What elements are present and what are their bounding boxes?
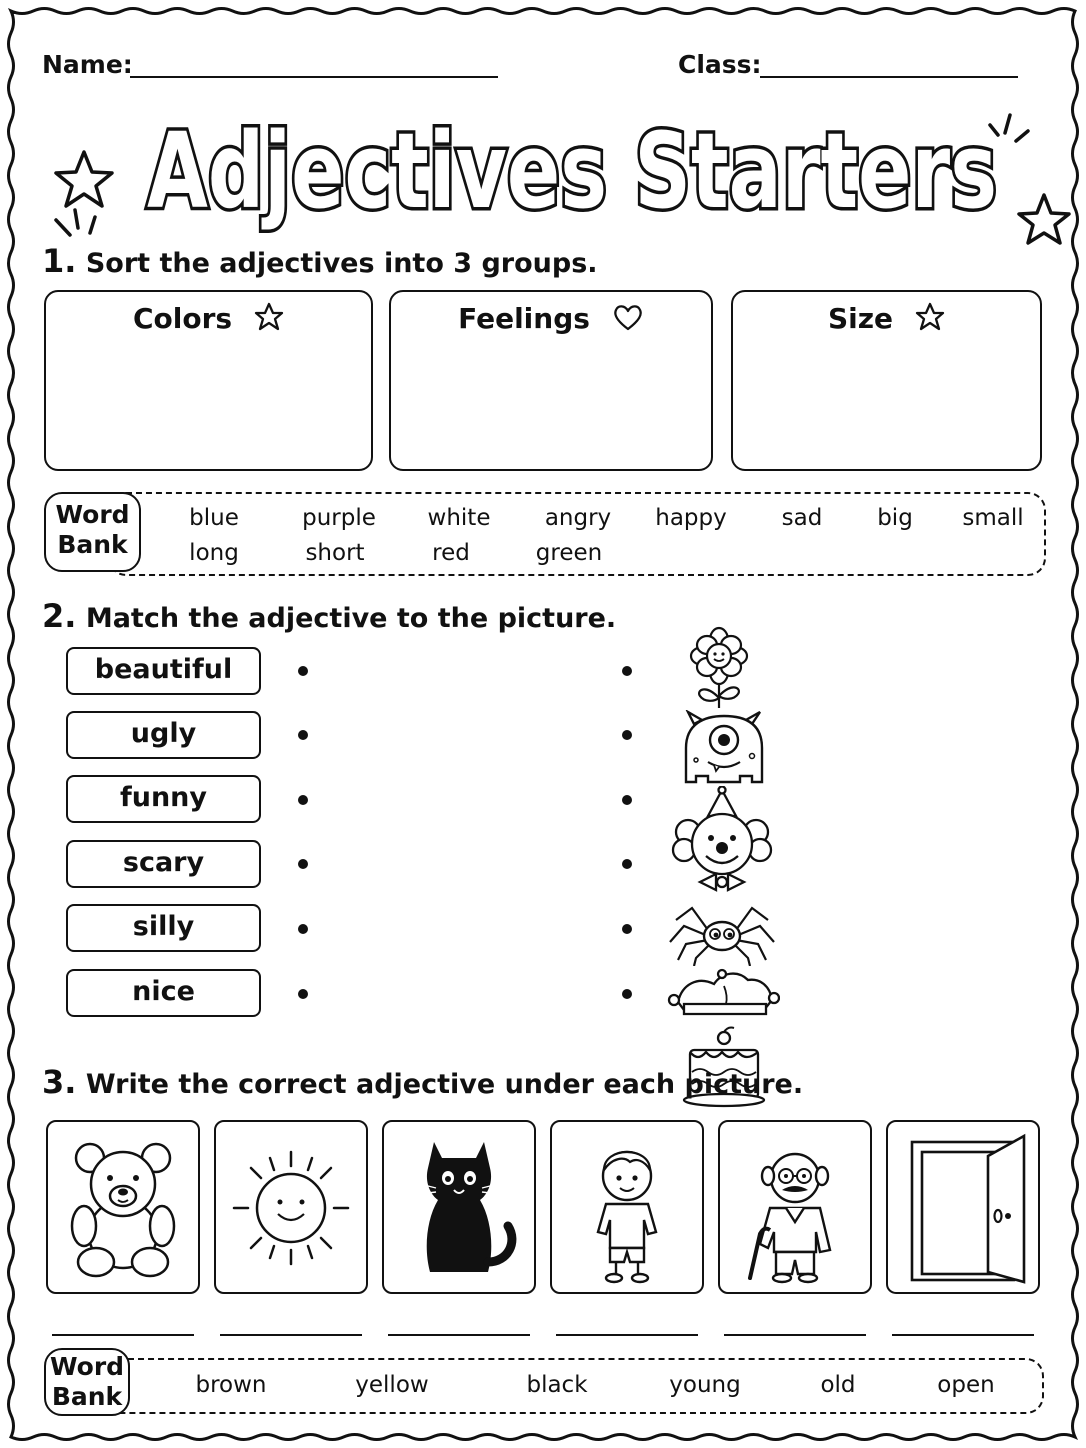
picture-card-old-man — [718, 1120, 872, 1294]
match-dot-right[interactable] — [622, 859, 632, 869]
flower-icon — [664, 624, 774, 710]
section-1-instruction: Sort the adjectives into 3 groups. — [85, 248, 598, 279]
answer-line[interactable] — [52, 1334, 194, 1336]
sort-box-label: Feelings — [458, 302, 590, 335]
match-word-funny[interactable]: funny — [66, 775, 261, 823]
sort-box-feelings[interactable] — [389, 290, 713, 471]
star-icon — [254, 302, 284, 332]
match-dot-left[interactable] — [298, 924, 308, 934]
section-1-number: 1. — [42, 242, 77, 280]
heart-icon — [612, 302, 644, 332]
match-dot-left[interactable] — [298, 989, 308, 999]
word-bank-word: sad — [781, 505, 823, 531]
sort-box-label: Size — [827, 302, 894, 335]
page-title — [0, 95, 1086, 245]
word-bank-word: yellow — [355, 1372, 429, 1398]
old-man-icon — [720, 1122, 870, 1292]
match-dot-left[interactable] — [298, 795, 308, 805]
title-text: Adjectives Starters — [147, 110, 997, 232]
match-word-silly[interactable]: silly — [66, 904, 261, 952]
answer-line[interactable] — [556, 1334, 698, 1336]
word-bank-word: angry — [544, 505, 612, 531]
picture-card-teddy-bear — [46, 1120, 200, 1294]
word-bank-word: red — [432, 540, 470, 566]
monster-icon — [664, 710, 780, 786]
match-dot-left[interactable] — [298, 859, 308, 869]
section-3-heading — [42, 1063, 803, 1101]
section-1-heading — [42, 242, 598, 280]
word-bank-word: white — [427, 505, 491, 531]
star-icon — [52, 148, 116, 212]
section-2-number: 2. — [42, 597, 77, 635]
match-dot-right[interactable] — [622, 795, 632, 805]
match-word-beautiful[interactable]: beautiful — [66, 647, 261, 695]
answer-line[interactable] — [388, 1334, 530, 1336]
match-dot-right[interactable] — [622, 730, 632, 740]
name-label: Name: — [42, 50, 133, 79]
star-icon — [915, 302, 945, 332]
clown-icon — [664, 786, 780, 896]
word-bank-word: old — [820, 1372, 856, 1398]
answer-line[interactable] — [724, 1334, 866, 1336]
picture-card-open-door — [886, 1120, 1040, 1294]
word-bank-word: big — [877, 505, 913, 531]
picture-card-black-cat — [382, 1120, 536, 1294]
teddy-bear-icon — [48, 1122, 198, 1292]
class-label: Class: — [678, 50, 762, 79]
boy-icon — [552, 1122, 702, 1292]
word-bank-word: purple — [302, 505, 376, 531]
section-2-instruction: Match the adjective to the picture. — [85, 603, 617, 634]
word-bank-1-label: Word Bank — [44, 492, 141, 572]
section-3-instruction: Write the correct adjective under each picture. — [85, 1069, 804, 1100]
sort-box-colors[interactable] — [44, 290, 373, 471]
match-dot-right[interactable] — [622, 924, 632, 934]
picture-card-boy — [550, 1120, 704, 1294]
black-cat-icon — [384, 1122, 534, 1292]
match-word-ugly[interactable]: ugly — [66, 711, 261, 759]
word-bank-word: brown — [195, 1372, 267, 1398]
word-bank-word: open — [937, 1372, 995, 1398]
spider-icon — [664, 900, 780, 966]
word-bank-word: black — [526, 1372, 588, 1398]
answer-line[interactable] — [220, 1334, 362, 1336]
word-bank-word: young — [669, 1372, 741, 1398]
match-dot-right[interactable] — [622, 989, 632, 999]
word-bank-word: green — [535, 540, 603, 566]
name-field[interactable] — [130, 76, 498, 78]
sun-icon — [216, 1122, 366, 1292]
section-3-number: 3. — [42, 1063, 77, 1101]
answer-line[interactable] — [892, 1334, 1034, 1336]
jester-hat-icon — [664, 966, 780, 1022]
sort-box-label: Colors — [132, 302, 233, 335]
match-dot-right[interactable] — [622, 666, 632, 676]
word-bank-2-label: Word Bank — [44, 1348, 130, 1416]
match-word-nice[interactable]: nice — [66, 969, 261, 1017]
word-bank-word: short — [305, 540, 365, 566]
star-icon — [1016, 192, 1072, 248]
match-dot-left[interactable] — [298, 730, 308, 740]
word-bank-word: happy — [655, 505, 727, 531]
picture-card-sun — [214, 1120, 368, 1294]
match-word-scary[interactable]: scary — [66, 840, 261, 888]
word-bank-word: long — [189, 540, 239, 566]
word-bank-word: small — [962, 505, 1024, 531]
open-door-icon — [888, 1122, 1038, 1292]
class-field[interactable] — [760, 76, 1018, 78]
sort-box-size[interactable] — [731, 290, 1042, 471]
section-2-heading — [42, 597, 616, 635]
match-dot-left[interactable] — [298, 666, 308, 676]
word-bank-word: blue — [189, 505, 239, 531]
